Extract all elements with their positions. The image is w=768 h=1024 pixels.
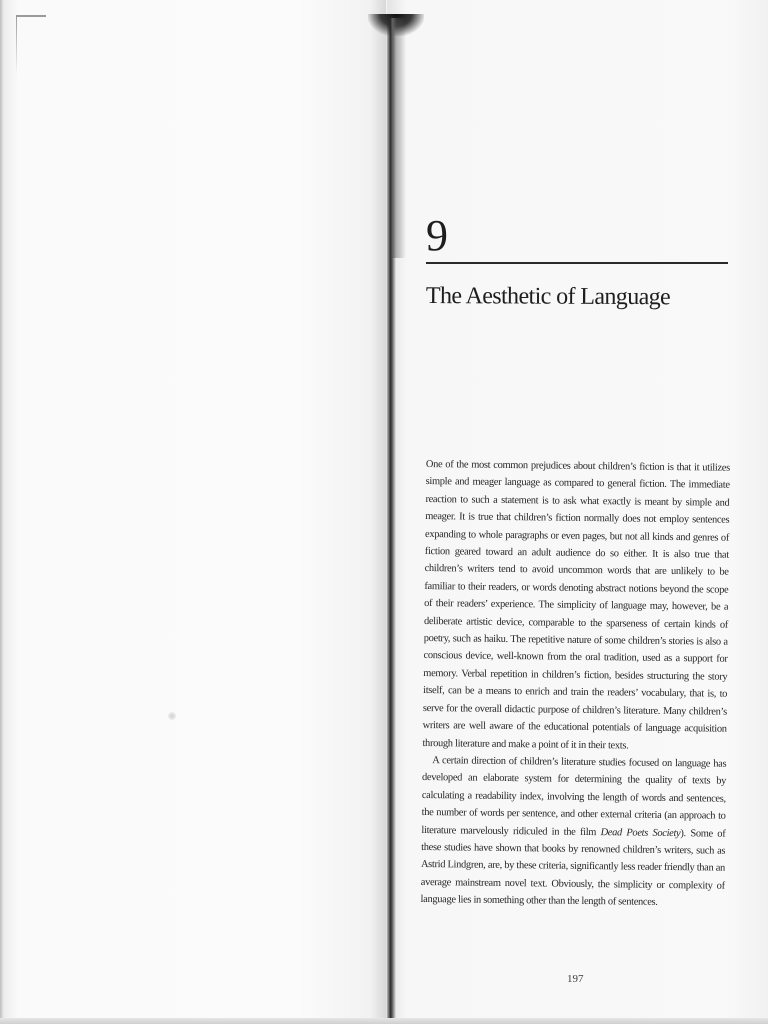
body-paragraph bbox=[420, 752, 726, 912]
chapter-title: The Aesthetic of Language bbox=[425, 282, 671, 311]
scan-bottom-edge bbox=[0, 1018, 768, 1024]
paragraph-text-after: ). Some of these studies have shown that books by renowned children’s writers, such as Astrid Lindgren, are, by these criteria, significantly less reader friendly than an average mainstream novel text. Obviously, the simplicity or complexity of language lies in something other than the length of sentences. bbox=[420, 827, 726, 909]
paper-smudge bbox=[168, 712, 176, 720]
page-corner-mark bbox=[16, 15, 46, 17]
body-paragraph bbox=[422, 456, 730, 756]
film-title: Dead Poets Society bbox=[600, 826, 681, 839]
page-number: 197 bbox=[567, 973, 584, 985]
left-page-edge bbox=[0, 0, 4, 1024]
chapter-body bbox=[420, 456, 730, 912]
page-side-mark bbox=[16, 15, 17, 75]
paragraph-text: A certain direction of children’s literature studies focused on language has developed an elaborate system for determining the quality of texts by calculating a readability index, involving the length of words and sentences, the number of words per sentence, and other external criteria (an approach to literature marvelously ridiculed in the film bbox=[421, 755, 727, 838]
chapter-rule bbox=[426, 262, 728, 264]
chapter-number: 9 bbox=[426, 211, 447, 260]
paragraph-text: One of the most common prejudices about children’s fiction is that it utilizes simple and meager language as compared to general fiction. The immediate reaction to such a statement is to ask what exactly is meant by simple and meager. It is true that children’s fiction normally does not employ sentences expanding to whole paragraphs or even pages, but not all kinds and genres of fiction geared toward an adult audience do so either. It is also true that children’s writers tend to avoid uncommon words that are unlikely to be familiar to their readers, or words denoting abstract notions beyond the scope of their readers’ experience. The simplicity of language may, however, be a deliberate artistic device, comparable to the sparseness of certain kinds of poetry, such as haiku. The repetitive nature of some children’s stories is also a conscious device, well-known from the oral tradition, used as a support for memory. Verbal repetition in children’s fiction, besides structuring the story itself, can be a means to enrich and train the readers’ vocabulary, that is, to serve for the overall didactic purpose of children’s literature. Many children’s writers are well aware of the educational potentials of language acquisition through literature and make a point of it in their texts. bbox=[422, 458, 730, 751]
